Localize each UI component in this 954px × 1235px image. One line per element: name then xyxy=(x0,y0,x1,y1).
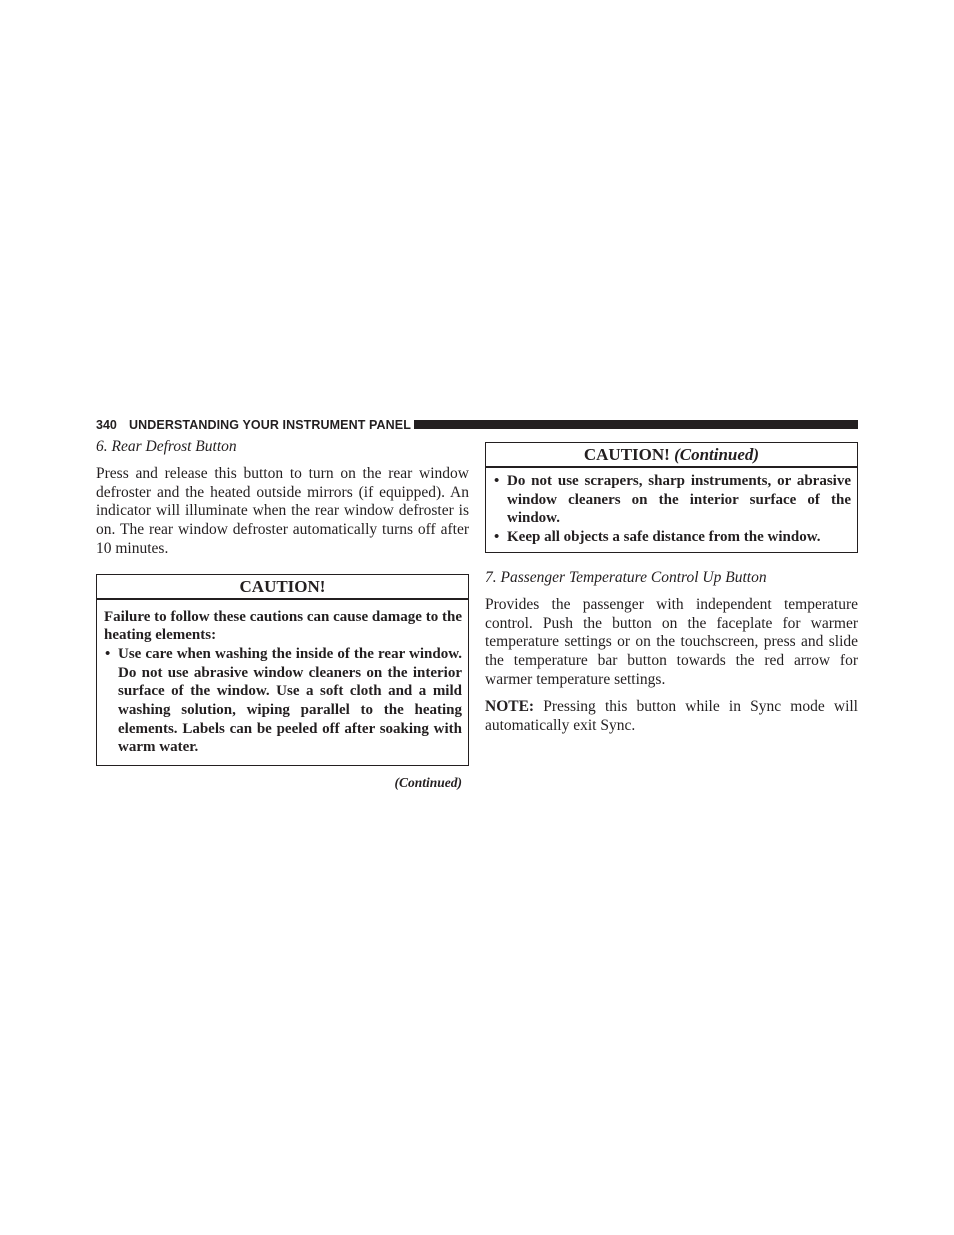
caution-bullet-item xyxy=(493,472,851,528)
passenger-temp-paragraph: Provides the passenger with independent temperature control. Push the button on the faceplate for warmer temperature settings or on the touchscreen, press and slide the temperature bar button towards the red arrow for warmer temperature settings. xyxy=(485,595,858,688)
page-number: 340 xyxy=(96,418,117,432)
left-column xyxy=(96,437,469,792)
caution-box-continued xyxy=(485,442,858,553)
page-header xyxy=(96,417,858,433)
caution-bullet-item xyxy=(493,528,851,547)
caution-title xyxy=(97,575,468,600)
rear-defrost-paragraph: Press and release this button to turn on the rear window defroster and the heated outside mirrors (if equipped). An indicator will illuminate when the rear window defroster is on. The rear window defroster automatically turns off after 10 minutes. xyxy=(96,465,469,557)
bullet-icon: • xyxy=(494,529,500,546)
note-paragraph xyxy=(485,698,858,735)
note-text: Pressing this button while in Sync mode will automatically exit Sync. xyxy=(485,698,858,735)
caution-title-text: CAUTION! xyxy=(239,576,326,596)
caution-bullet-text: Do not use scrapers, sharp instruments, or abrasive window cleaners on the interior surface of the window. xyxy=(507,473,851,527)
header-rule xyxy=(414,420,858,429)
caution-title-suffix: (Continued) xyxy=(674,445,760,464)
continued-label: (Continued) xyxy=(394,775,462,791)
passenger-temp-heading: 7. Passenger Temperature Control Up Button xyxy=(485,568,767,586)
rear-defrost-heading: 6. Rear Defrost Button xyxy=(96,438,237,455)
caution-body-continued xyxy=(486,468,857,552)
caution-bullet-list xyxy=(493,472,851,547)
bullet-icon: • xyxy=(105,645,111,662)
caution-title-continued xyxy=(486,443,857,468)
note-label: NOTE: xyxy=(485,698,535,716)
caution-bullet-list xyxy=(104,645,462,757)
caution-body xyxy=(97,600,468,766)
caution-box-left xyxy=(96,574,469,767)
right-column xyxy=(485,442,858,736)
caution-bullet-text: Keep all objects a safe distance from the window. xyxy=(507,529,821,546)
section-title: UNDERSTANDING YOUR INSTRUMENT PANEL xyxy=(129,418,411,432)
caution-bullet-text: Use care when washing the inside of the rear window. Do not use abrasive window cleaners on the interior surface of the window. Use a soft cloth and a mild washing solution, wiping parallel to the heating elements. Labels can be peeled off after soaking with warm water. xyxy=(118,645,462,756)
caution-bullet-item xyxy=(104,645,462,757)
caution-intro: Failure to follow these cautions can cause damage to the heating elements: xyxy=(104,608,462,644)
caution-title-text: CAUTION! xyxy=(583,445,670,464)
bullet-icon: • xyxy=(494,473,500,489)
